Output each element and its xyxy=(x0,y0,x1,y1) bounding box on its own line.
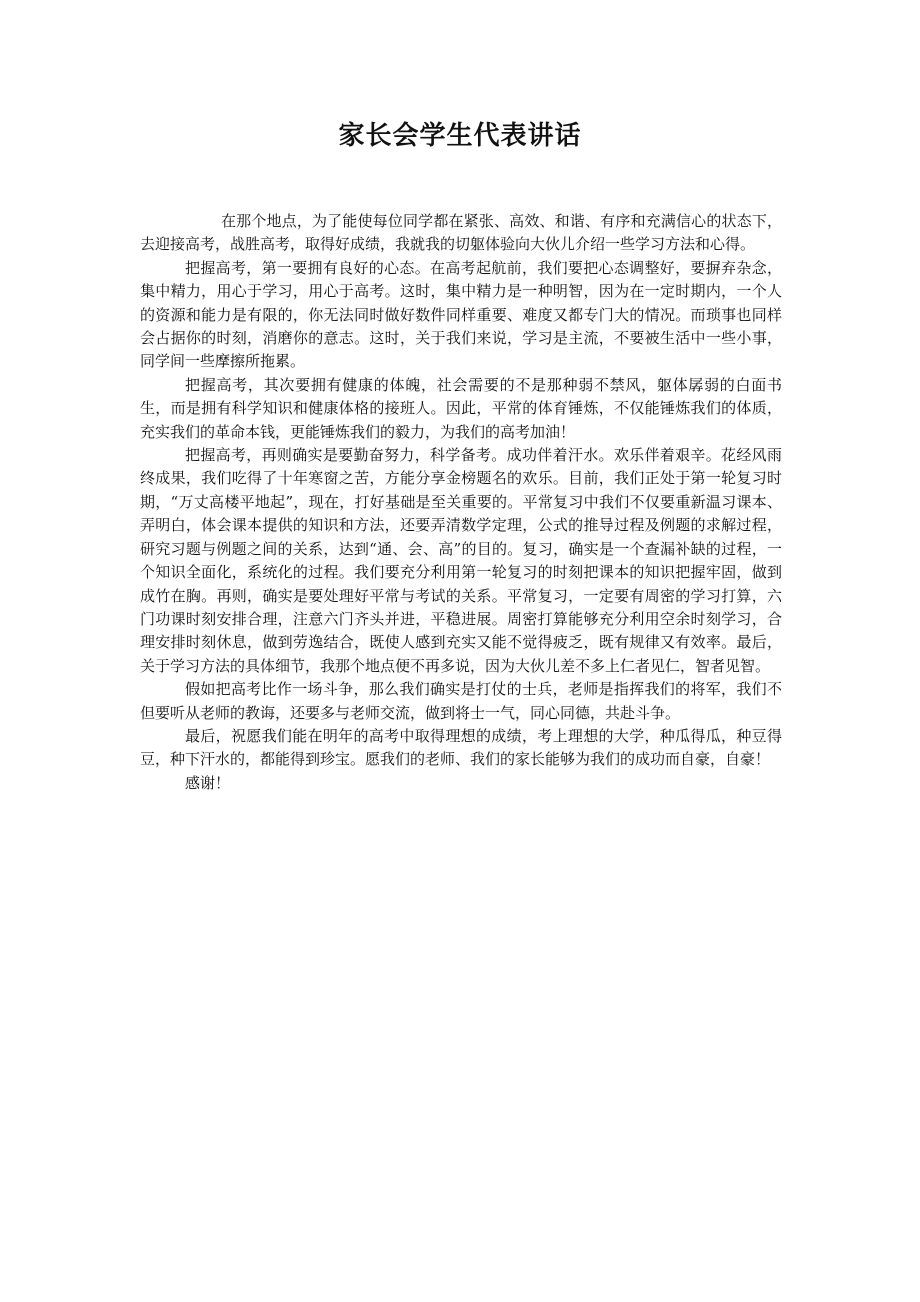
paragraph-study: 把握高考，再则确实是要勤奋努力，科学备考。成功伴着汗水。欢乐伴着艰辛。花经风雨终成果，我们吃得了十年寒窗之苦，方能分享金榜题名的欢乐。目前，我们正处于第一轮复习时期，“万丈高楼平地起”，现在，打好基础是至关重要的。平常复习中我们不仅要重新温习课本、弄明白，体会课本提供的知识和方法，还要弄清数学定理，公式的推导过程及例题的求解过程，研究习题与例题之间的关系，达到“通、会、高”的目的。复习，确实是一个查漏补缺的过程，一个知识全面化，系统化的过程。我们要充分利用第一轮复习的时刻把课本的知识把握牢固，做到成竹在胸。再则，确实是要处理好平常与考试的关系。平常复习，一定要有周密的学习打算，六门功课时刻安排合理，注意六门齐头并进，平稳进展。周密打算能够充分利用空余时刻学习，合理安排时刻休息，做到劳逸结合，既使人感到充实又能不觉得疲乏，既有规律又有效率。最后，关于学习方法的具体细节，我那个地点便不再多说，因为大伙儿差不多上仁者见仁，智者见智。 xyxy=(140,446,782,675)
paragraph-thanks: 感谢！ xyxy=(185,773,231,792)
document-body xyxy=(140,210,782,795)
paragraph-teachers: 假如把高考比作一场斗争，那么我们确实是打仗的士兵，老师是指挥我们的将军，我们不但要听从老师的教诲，还要多与老师交流，做到将士一气，同心同德，共赴斗争。 xyxy=(140,680,782,722)
paragraph-intro: 在那个地点，为了能使每位同学都在紧张、高效、和谐、有序和充满信心的状态下，去迎接高考，战胜高考，取得好成绩，我就我的切躯体验向大伙儿介绍一些学习方法和心得。 xyxy=(140,212,782,254)
paragraph-mindset: 把握高考，第一要拥有良好的心态。在高考起航前，我们要把心态调整好，要摒弃杂念，集中精力，用心于学习，用心于高考。这时，集中精力是一种明智，因为在一定时期内，一个人的资源和能力是有限的，你无法同时做好数件同样重要、难度又都专门大的情况。而琐事也同样会占据你的时刻，消磨你的意志。这时，关于我们来说，学习是主流，不要被生活中一些小事，同学间一些摩擦所拖累。 xyxy=(140,258,782,371)
paragraph-wishes: 最后，祝愿我们能在明年的高考中取得理想的成绩，考上理想的大学，种瓜得瓜，种豆得豆，种下汗水的，都能得到珍宝。愿我们的老师、我们的家长能够为我们的成功而自豪，自豪！ xyxy=(140,726,782,769)
document-title: 家长会学生代表讲话 xyxy=(338,121,582,151)
paragraph-health: 把握高考，其次要拥有健康的体魄，社会需要的不是那种弱不禁风，躯体孱弱的白面书生，而是拥有科学知识和健康体格的接班人。因此，平常的体育锤炼，不仅能锤炼我们的体质，充实我们的革命本钱，更能锤炼我们的毅力，为我们的高考加油！ xyxy=(140,375,782,441)
